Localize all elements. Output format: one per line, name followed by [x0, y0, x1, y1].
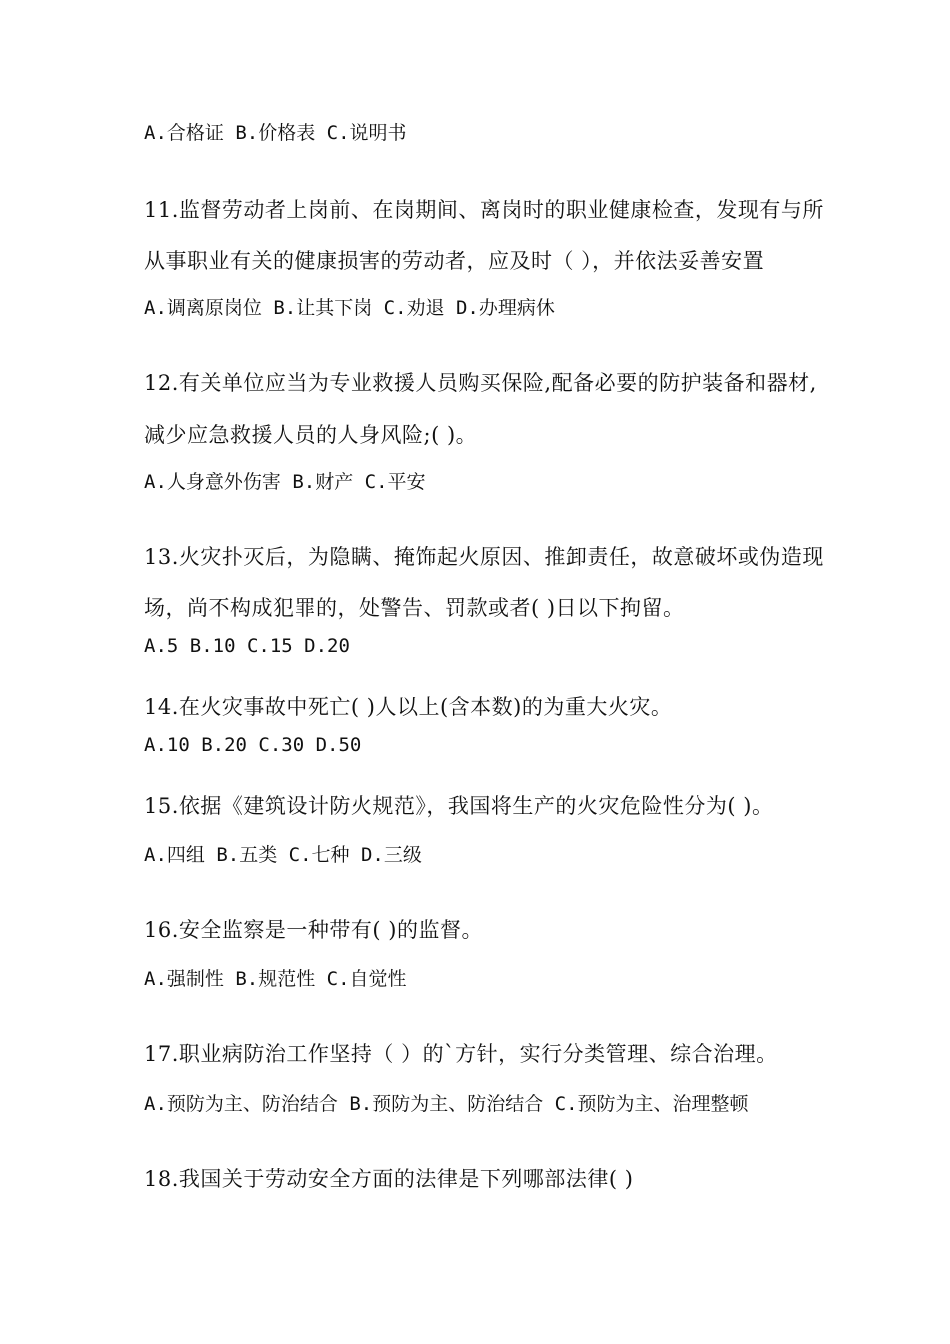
q15-text: 15.依据《建筑设计防火规范》，我国将生产的火灾危险性分为( )。 — [144, 794, 774, 818]
q13-text-line-1: 13.火灾扑灭后，为隐瞒、掩饰起火原因、推卸责任，故意破坏或伪造现 — [144, 545, 824, 569]
q10-options: A.合格证 B.价格表 C.说明书 — [144, 122, 407, 144]
q13-text-line-2: 场，尚不构成犯罪的，处警告、罚款或者( )日以下拘留。 — [144, 596, 685, 620]
q12-options: A.人身意外伤害 B.财产 C.平安 — [144, 471, 426, 493]
q16-text: 16.安全监察是一种带有( )的监督。 — [144, 918, 483, 942]
q17-options: A.预防为主、防治结合 B.预防为主、防治结合 C.预防为主、治理整顿 — [144, 1093, 749, 1115]
q17-text: 17.职业病防治工作坚持（ ）的`方针，实行分类管理、综合治理。 — [144, 1042, 778, 1066]
q11-options: A.调离原岗位 B.让其下岗 C.劝退 D.办理病休 — [144, 297, 555, 319]
q11-text-line-2: 从事职业有关的健康损害的劳动者，应及时（ ），并依法妥善安置 — [144, 249, 765, 273]
q14-options: A.10 B.20 C.30 D.50 — [144, 734, 362, 756]
q16-options: A.强制性 B.规范性 C.自觉性 — [144, 968, 407, 990]
q14-text: 14.在火灾事故中死亡( )人以上(含本数)的为重大火灾。 — [144, 695, 673, 719]
q15-options: A.四组 B.五类 C.七种 D.三级 — [144, 844, 422, 866]
q12-text-line-1: 12.有关单位应当为专业救援人员购买保险,配备必要的防护装备和器材, — [144, 371, 817, 395]
q13-options: A.5 B.10 C.15 D.20 — [144, 635, 350, 657]
q11-text-line-1: 11.监督劳动者上岗前、在岗期间、离岗时的职业健康检查，发现有与所 — [144, 198, 824, 222]
q18-text: 18.我国关于劳动安全方面的法律是下列哪部法律( ) — [144, 1167, 634, 1191]
q12-text-line-2: 减少应急救援人员的人身风险;( )。 — [144, 423, 478, 447]
